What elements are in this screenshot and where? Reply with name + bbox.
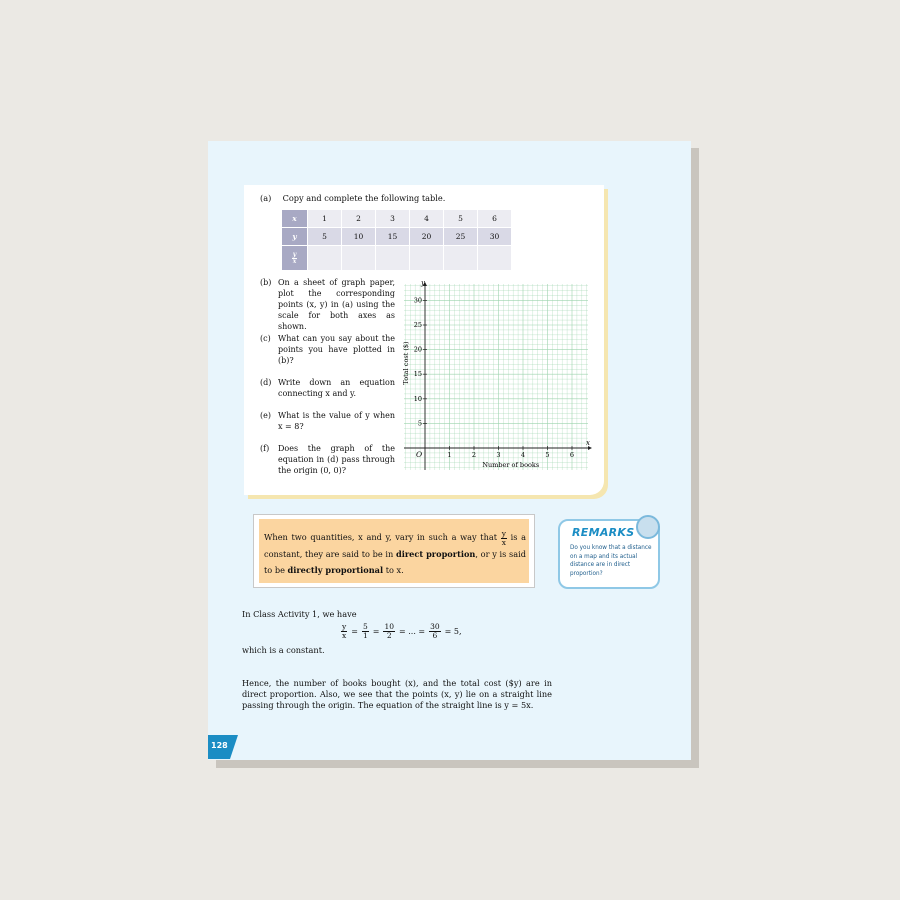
eq-frac-3: $\frac{30}{6}$ <box>430 622 440 640</box>
x-tick-label: 6 <box>569 451 575 459</box>
table-cell-x: 2 <box>342 210 376 228</box>
definition-text: When two quantities, x and y, vary in such a way that $\frac{y}{x}$ is a constant, they are said to be in direct proportion, or y is said to be directly proportional to x. <box>264 529 526 575</box>
table-cell-y: 15 <box>376 228 410 246</box>
page-number-tab <box>208 735 240 759</box>
table-cell-blank <box>308 246 342 271</box>
intro-text: In Class Activity 1, we have <box>242 609 357 619</box>
table-cell-blank <box>444 246 478 271</box>
question-a-text: Copy and complete the following table. <box>282 193 446 203</box>
table-cell-blank <box>376 246 410 271</box>
table-cell-x: 1 <box>308 210 342 228</box>
table-cell-x: 3 <box>376 210 410 228</box>
remarks-mascot-icon <box>636 515 660 539</box>
x-tick-label: 3 <box>496 451 501 459</box>
x-axis-label: Number of books <box>482 461 540 469</box>
definition-panel <box>259 519 529 583</box>
y-tick-label: 5 <box>417 419 422 428</box>
y-axis-label: Total cost ($) <box>402 341 410 385</box>
class-activity-box: (a) Copy and complete the following table. x 1 2 3 4 5 6 y 5 10 15 20 25 30 $\frac{y}{x}$ (b) On a sheet of graph paper, plot the corresponding points (x, y) in (a) using the scale for both axes as shown. (c) What can you say about the points you have plotted in (b)? (d) Write down an equation connecting x and y. (e) What is the value of y when x = 8? (f) Does the graph of the equation in (d) pass through the origin (0, 0)? 1 2 3 4 5 6 5 10 15 20 25 30 y x O Total cost ($) Number of books <box>244 185 604 495</box>
ratio-fraction: $\frac{y}{x}$ <box>292 250 297 265</box>
table-cell-y: 20 <box>410 228 444 246</box>
table-row-x <box>282 210 512 228</box>
question-a <box>260 193 445 203</box>
question-a-label: (a) <box>260 193 272 203</box>
table-cell-blank <box>342 246 376 271</box>
remarks-text: Do you know that a distance on a map and its actual distance are in direct proportion? <box>570 545 652 577</box>
eq-result: = 5, <box>444 626 462 636</box>
table-cell-blank <box>478 246 512 271</box>
table-header-x: x <box>282 210 308 228</box>
table-cell-x: 5 <box>444 210 478 228</box>
eq-frac-1: $\frac{5}{1}$ <box>362 622 368 640</box>
table-row-ratio <box>282 246 512 271</box>
table-header-ratio <box>282 246 308 271</box>
table-cell-y: 25 <box>444 228 478 246</box>
page-number: 128 <box>211 741 228 750</box>
table-cell-x: 4 <box>410 210 444 228</box>
axis-ticks <box>414 296 574 459</box>
values-table <box>281 209 512 271</box>
table-cell-blank <box>410 246 444 271</box>
x-tick-label: 1 <box>447 451 452 459</box>
y-tick-label: 20 <box>413 345 422 354</box>
grid-lines <box>404 284 588 470</box>
table-cell-y: 5 <box>308 228 342 246</box>
constant-text: which is a constant. <box>242 645 325 655</box>
x-tick-label: 4 <box>520 451 526 459</box>
eq-dots: = ... = <box>398 626 426 636</box>
definition-box <box>253 514 535 588</box>
x-axis-letter: x <box>586 439 590 447</box>
x-tick-label: 5 <box>545 451 550 459</box>
eq-frac-2: $\frac{10}{2}$ <box>384 622 394 640</box>
origin-label: O <box>416 450 423 459</box>
x-tick-label: 2 <box>471 451 477 459</box>
conclusion-paragraph: Hence, the number of books bought (x), and the total cost ($y) are in direct proportion. Also, we see that the points (x, y) lie on a straight line passing through the origin. The equation of the straight line is y = 5x. <box>242 678 552 710</box>
y-axis-letter: y <box>421 279 425 287</box>
eq-frac-lhs: $\frac{y}{x}$ <box>342 622 347 640</box>
y-tick-label: 30 <box>413 296 422 305</box>
table-row-y <box>282 228 512 246</box>
y-tick-label: 10 <box>413 394 422 403</box>
graph-grid-figure <box>404 280 594 480</box>
term-direct-proportion: direct proportion <box>396 549 476 559</box>
definition-fraction: $\frac{y}{x}$ <box>501 529 506 547</box>
table-cell-y: 10 <box>342 228 376 246</box>
table-cell-y: 30 <box>478 228 512 246</box>
ratio-equation: $\frac{y}{x}$ = $\frac{5}{1}$ = $\frac{10}{2}$ = ... = $\frac{30}{6}$ = 5, <box>342 622 462 640</box>
y-tick-label: 15 <box>413 370 422 379</box>
term-directly-proportional: directly proportional <box>287 565 384 575</box>
y-tick-label: 25 <box>413 321 422 329</box>
remarks-title: REMARKS <box>572 526 635 539</box>
table-header-y: y <box>282 228 308 246</box>
remarks-box <box>558 519 660 589</box>
textbook-page <box>208 141 691 760</box>
table-cell-x: 6 <box>478 210 512 228</box>
